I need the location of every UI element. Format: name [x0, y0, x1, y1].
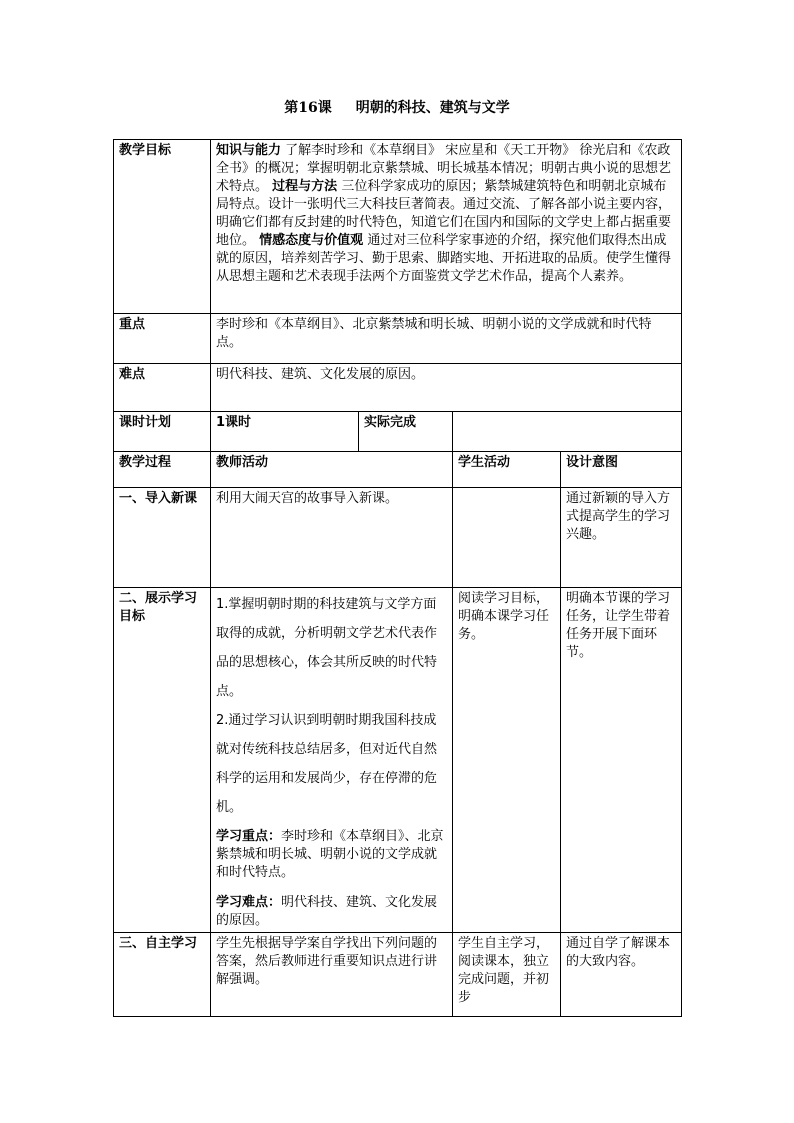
- teacher-intro: 利用大闹天宫的故事导入新课。: [211, 488, 453, 588]
- stage-objectives: 二、展示学习目标: [114, 588, 211, 933]
- intent-intro: 通过新颖的导入方式提高学生的学习兴趣。: [561, 488, 682, 588]
- schedule-row: [114, 412, 682, 452]
- teacher-goal-1: 1.掌握明朝时期的科技建筑与文学方面取得的成就，分析明朝文学艺术代表作品的思想核心，体会其所反映的时代特点。: [216, 597, 438, 699]
- table-row: [114, 588, 682, 933]
- objective-heading-process: 过程与方法: [272, 179, 338, 194]
- actual-label: 实际完成: [359, 412, 453, 452]
- objective-text-values: 通过对三位科学家事迹的介绍，探究他们取得杰出成就的原因，培养刻苦学习、勤于思索、脚踏实地、开拓进取的品质。使学生懂得从思想主题和艺术表现手法两个方面鉴赏文学艺术作品，提高个人素养。: [216, 233, 672, 284]
- stage-self-study: 三、自主学习: [114, 933, 211, 1017]
- teacher-self-study: 学生先根据导学案自学找出下列问题的答案，然后教师进行重要知识点进行讲解强调。: [211, 933, 453, 1017]
- intent-self-study: 通过自学了解课本的大致内容。: [561, 933, 682, 1017]
- teacher-goal-2: 2.通过学习认识到明朝时期我国科技成就对传统科技总结居多，但对近代自然科学的运用和发展尚少，存在停滞的危机。: [216, 713, 438, 815]
- lesson-number: 第16课: [284, 100, 332, 116]
- objectives-row: [114, 140, 682, 314]
- lesson-plan-table: [113, 139, 682, 1017]
- teacher-key-text: 李时珍和《本草纲目》、北京紫禁城和明长城、明朝小说的文学成就和时代特点。: [216, 829, 444, 880]
- difficulties-label: 难点: [114, 364, 211, 412]
- key-points-row: [114, 314, 682, 364]
- objective-heading-values: 情感态度与价值观: [259, 233, 364, 248]
- page-title: [0, 97, 794, 117]
- teacher-diff-label: 学习难点：: [216, 895, 282, 910]
- teacher-key-label: 学习重点：: [216, 829, 282, 844]
- header-process: 教学过程: [114, 452, 211, 488]
- teacher-key-points: [216, 828, 447, 882]
- teacher-diff-text: 明代科技、建筑、文化发展的原因。: [216, 895, 438, 928]
- header-intent: 设计意图: [561, 452, 682, 488]
- student-intro: [453, 488, 561, 588]
- student-objectives: 阅读学习目标，明确本课学习任务。: [453, 588, 561, 933]
- difficulties-row: [114, 364, 682, 412]
- table-row: [114, 488, 682, 588]
- key-points-label: 重点: [114, 314, 211, 364]
- teacher-difficulties: [216, 894, 447, 930]
- header-student: 学生活动: [453, 452, 561, 488]
- lesson-topic: 明朝的科技、建筑与文学: [355, 100, 510, 116]
- schedule-value: 1课时: [211, 412, 359, 452]
- table-row: [114, 933, 682, 1017]
- intent-objectives: 明确本节课的学习任务，让学生带着任务开展下面环节。: [561, 588, 682, 933]
- teacher-objectives: [211, 588, 453, 933]
- objective-text-process: 三位科学家成功的原因；紫禁城建筑特色和明朝北京城布局特点。设计一张明代三大科技巨著简表。通过交流、了解各部小说主要内容，明确它们都有反封建的时代特色，知道它们在国内和国际的文学史上都占据重要地位。: [216, 179, 672, 248]
- objectives-content: [211, 140, 682, 314]
- student-self-study: 学生自主学习，阅读课本，独立完成问题，并初步: [453, 933, 561, 1017]
- actual-value: [453, 412, 682, 452]
- difficulties-text: 明代科技、建筑、文化发展的原因。: [211, 364, 682, 412]
- schedule-label: 课时计划: [114, 412, 211, 452]
- key-points-text: 李时珍和《本草纲目》、北京紫禁城和明长城、明朝小说的文学成就和时代特点。: [211, 314, 682, 364]
- objective-text-knowledge: 了解李时珍和《本草纲目》 宋应星和《天工开物》 徐光启和《农政全书》的概况；掌握明朝北京紫禁城、明长城基本情况；明朝古典小说的思想艺术特点。: [216, 143, 672, 194]
- stage-intro: 一、导入新课: [114, 488, 211, 588]
- header-row: [114, 452, 682, 488]
- objective-heading-knowledge: 知识与能力: [216, 143, 282, 158]
- objectives-label: 教学目标: [114, 140, 211, 314]
- header-teacher: 教师活动: [211, 452, 453, 488]
